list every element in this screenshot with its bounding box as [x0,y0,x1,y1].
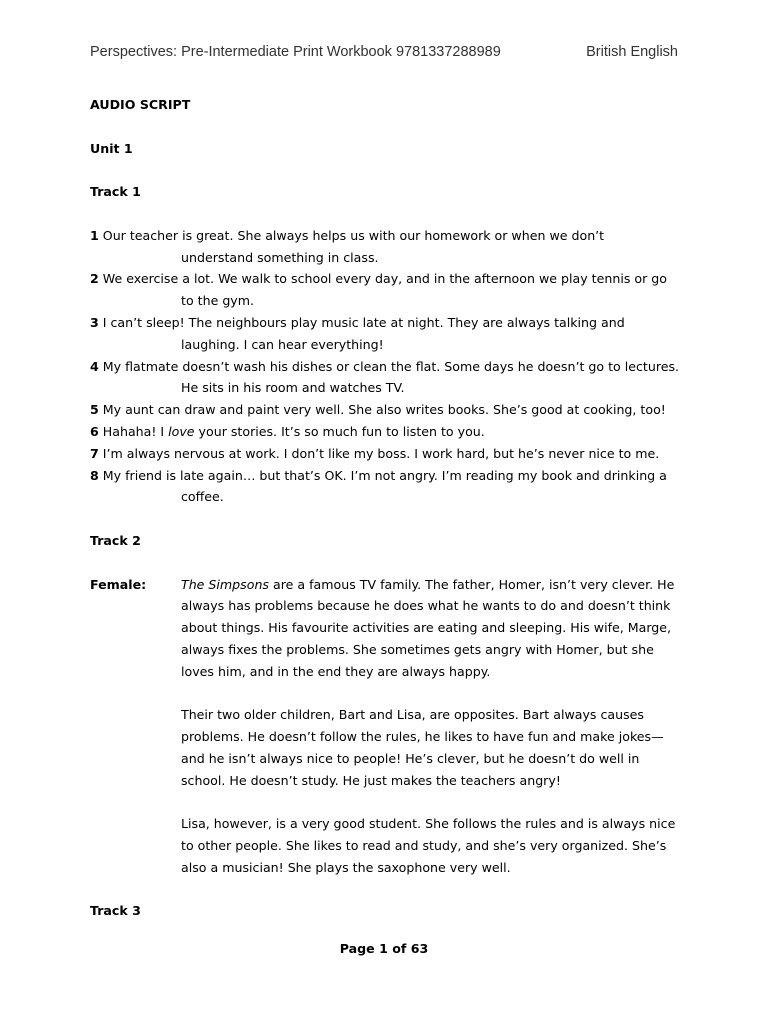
show-title: The Simpsons [181,576,269,592]
item-number: 5 [90,402,99,418]
item-text: We exercise a lot. We walk to school every day, and in the afternoon we play tennis or go to the gym. [102,271,667,309]
item-text: My flatmate doesn’t wash his dishes or clean the flat. Some days he doesn’t go to lectures. He sits in his room and watches TV. [102,358,680,396]
page-header [90,44,678,60]
track-2-heading: Track 2 [90,532,141,548]
list-item [90,443,680,465]
track-1-heading: Track 1 [90,184,141,200]
list-item [90,465,680,509]
page-number: Page 1 of 63 [339,941,429,956]
track-3-heading: Track 3 [90,903,141,919]
item-number: 6 [90,423,99,439]
item-text-emphasis: love [168,423,195,439]
header-language: British English [586,44,678,60]
speaker-label: Female: [90,576,147,592]
dialog-paragraph [181,574,680,683]
item-text-post: your stories. It’s so much fun to listen to you. [194,423,485,439]
document-title: AUDIO SCRIPT [90,97,191,112]
item-number: 1 [90,227,99,243]
document-body [90,94,680,922]
list-item [90,421,680,443]
unit-heading: Unit 1 [90,140,133,156]
list-item [90,268,680,312]
dialog-paragraph: Their two older children, Bart and Lisa, are opposites. Bart always causes problems. He doesn’t follow the rules, he likes to have fun and make jokes—and he isn’t always nice to people! He’s clever, but he doesn’t do well in school. He doesn’t study. He just makes the teachers angry! [181,707,664,788]
item-text: My aunt can draw and paint very well. She also writes books. She’s good at cooking, too! [102,402,666,418]
item-text: I can’t sleep! The neighbours play music late at night. They are always talking and laughing. I can hear everything! [102,314,625,352]
track-2-dialog [90,574,680,879]
list-item [90,356,680,400]
header-book-title: Perspectives: Pre-Intermediate Print Workbook 9781337288989 [90,44,501,60]
list-item [90,399,680,421]
item-number: 7 [90,445,99,461]
dialog-paragraph: Lisa, however, is a very good student. She follows the rules and is always nice to other people. She likes to read and study, and she’s very organized. She’s also a musician! She plays the saxophone very well. [181,816,676,875]
item-text-pre: Hahaha! I [102,423,169,439]
track-1-list [90,225,680,508]
list-item [90,225,680,269]
paragraph-text: are a famous TV family. The father, Homer, isn’t very clever. He always has problems because he does what he wants to do and doesn’t think about things. His favourite activities are eating and sleeping. His wife, Marge, always fixes the problems. She sometimes gets angry with Homer, but she loves him, and in the end they are always happy. [181,576,675,679]
item-number: 4 [90,358,99,374]
list-item [90,312,680,356]
item-number: 2 [90,271,99,287]
item-text: My friend is late again… but that’s OK. I’m not angry. I’m reading my book and drinking a coffee. [102,467,667,505]
item-number: 3 [90,314,99,330]
item-text: Our teacher is great. She always helps us with our homework or when we don’t understand something in class. [102,227,605,265]
item-number: 8 [90,467,99,483]
item-text: I’m always nervous at work. I don’t like my boss. I work hard, but he’s never nice to me. [102,445,660,461]
